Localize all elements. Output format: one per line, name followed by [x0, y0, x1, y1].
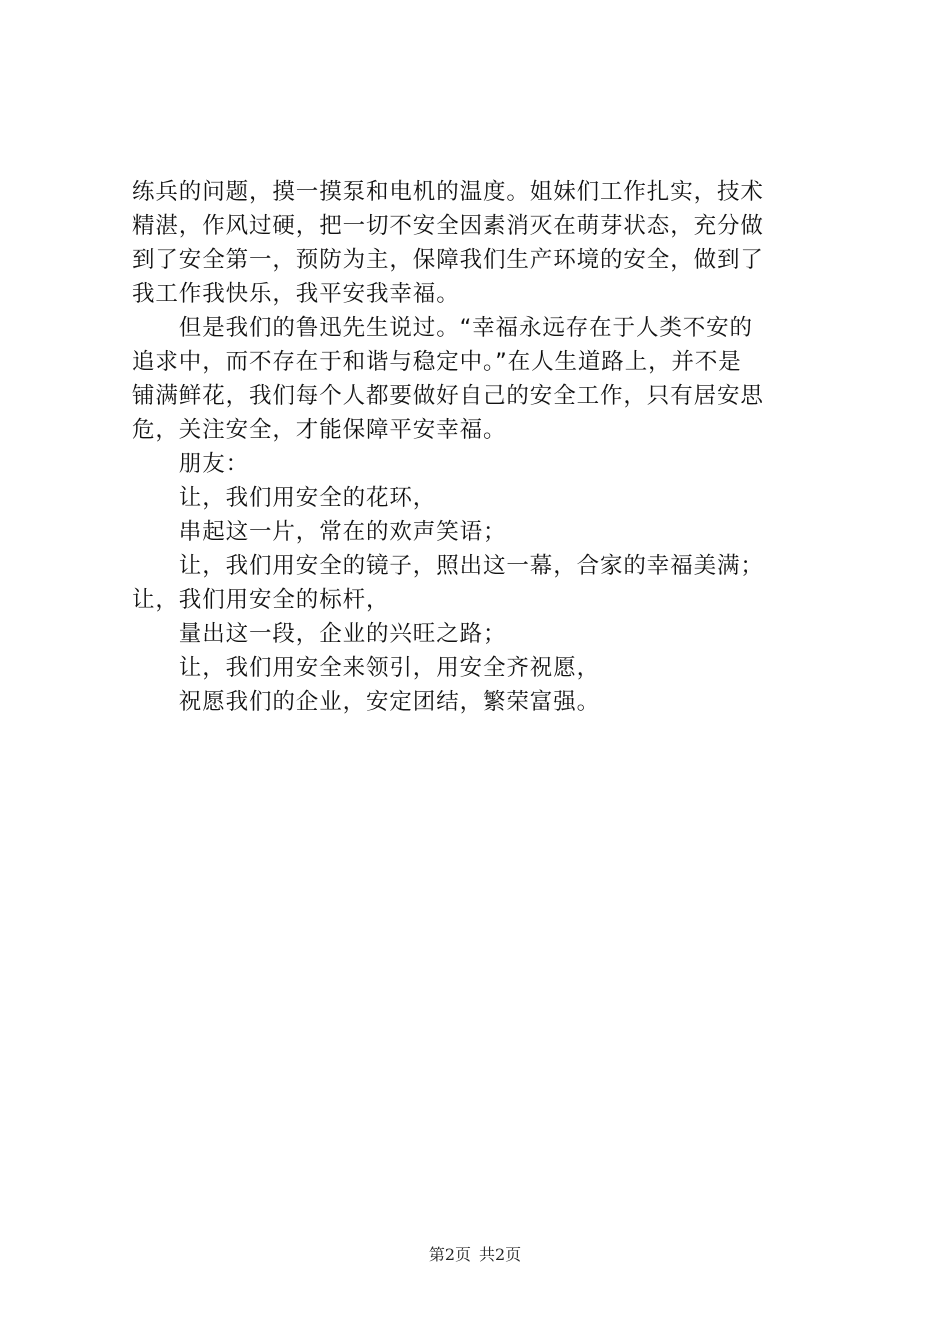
- page-footer: [0, 1244, 950, 1266]
- body-text-line: 祝愿我们的企业，安定团结，繁荣富强。: [132, 689, 601, 715]
- body-text-line: 串起这一片，常在的欢声笑语；: [132, 519, 507, 545]
- body-text-line: 让，我们用安全的标杆，: [132, 587, 390, 613]
- body-text-line: 精湛，作风过硬，把一切不安全因素消灭在萌芽状态，充分做: [132, 213, 764, 239]
- body-text-line: 追求中，而不存在于和谐与稳定中。”在人生道路上，并不是: [132, 349, 742, 375]
- body-text-line: 到了安全第一，预防为主，保障我们生产环境的安全，做到了: [132, 247, 764, 273]
- body-text-line: 朋友：: [132, 451, 250, 477]
- page-number-total: 共2页: [479, 1245, 522, 1264]
- body-text-line: 让，我们用安全来领引，用安全齐祝愿，: [132, 655, 601, 681]
- body-text-line: 危，关注安全，才能保障平安幸福。: [132, 417, 507, 443]
- body-text-line: 量出这一段，企业的兴旺之路；: [132, 621, 507, 647]
- body-text-line: 让，我们用安全的花环，: [132, 485, 437, 511]
- body-text-line: 我工作我快乐，我平安我幸福。: [132, 281, 460, 307]
- body-text-line: 但是我们的鲁迅先生说过。“幸福永远存在于人类不安的: [132, 315, 753, 341]
- body-text-line: 铺满鲜花，我们每个人都要做好自己的安全工作，只有居安思: [132, 383, 764, 409]
- body-text-line: 练兵的问题，摸一摸泵和电机的温度。姐妹们工作扎实，技术: [132, 179, 764, 205]
- body-text-line: 让，我们用安全的镜子，照出这一幕，合家的幸福美满；: [132, 553, 764, 579]
- page-number-current: 第2页: [428, 1245, 471, 1264]
